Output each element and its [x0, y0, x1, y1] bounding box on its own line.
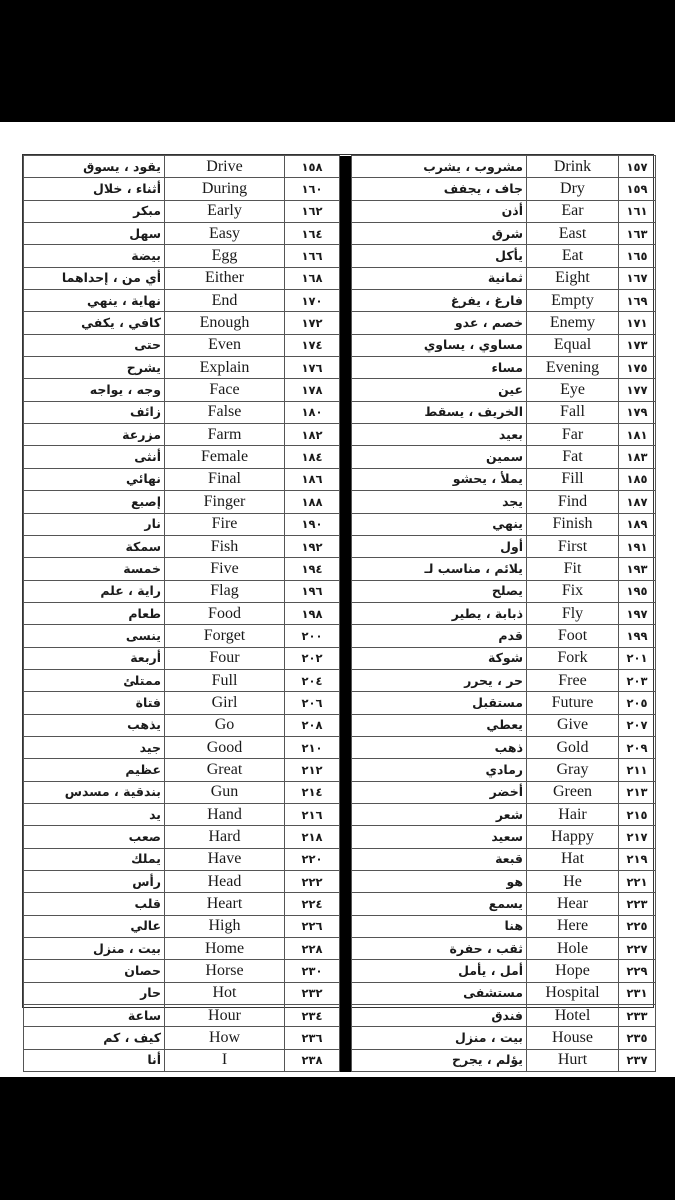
english-word-left: Even — [165, 334, 285, 356]
arabic-meaning-left: بيضة — [24, 245, 165, 267]
arabic-meaning-right: خصم ، عدو — [352, 312, 527, 334]
english-word-left: Four — [165, 647, 285, 669]
arabic-meaning-right: هنا — [352, 915, 527, 937]
entry-number-left: ١٨٦ — [285, 468, 340, 490]
arabic-meaning-left: يد — [24, 803, 165, 825]
english-word-right: Hat — [527, 848, 619, 870]
entry-number-left: ١٩٦ — [285, 580, 340, 602]
entry-number-right: ٢٣٣ — [619, 1005, 656, 1027]
arabic-meaning-right: شرق — [352, 223, 527, 245]
english-word-left: Enough — [165, 312, 285, 334]
entry-number-left: ١٨٠ — [285, 401, 340, 423]
entry-number-right: ١٨٥ — [619, 468, 656, 490]
english-word-right: Free — [527, 669, 619, 691]
english-word-right: Gold — [527, 736, 619, 758]
arabic-meaning-left: رأس — [24, 871, 165, 893]
arabic-meaning-right: يأكل — [352, 245, 527, 267]
arabic-meaning-left: طعام — [24, 602, 165, 624]
arabic-meaning-right: يلائم ، مناسب لـ — [352, 558, 527, 580]
entry-number-left: ١٧٠ — [285, 290, 340, 312]
entry-number-right: ١٨١ — [619, 424, 656, 446]
entry-number-left: ١٩٢ — [285, 535, 340, 557]
english-word-right: Hair — [527, 803, 619, 825]
entry-number-left: ٢٣٢ — [285, 982, 340, 1004]
entry-number-left: ١٩٠ — [285, 513, 340, 535]
arabic-meaning-right: قدم — [352, 625, 527, 647]
english-word-right: Eight — [527, 267, 619, 289]
english-word-left: Drive — [165, 156, 285, 178]
english-word-left: Flag — [165, 580, 285, 602]
english-word-left: Either — [165, 267, 285, 289]
entry-number-right: ٢١٩ — [619, 848, 656, 870]
entry-number-right: ٢١١ — [619, 759, 656, 781]
entry-number-left: ١٦٨ — [285, 267, 340, 289]
english-word-left: Head — [165, 871, 285, 893]
arabic-meaning-right: رمادي — [352, 759, 527, 781]
english-word-right: Fly — [527, 602, 619, 624]
arabic-meaning-left: أي من ، إحداهما — [24, 267, 165, 289]
english-word-right: Hear — [527, 893, 619, 915]
english-word-left: Have — [165, 848, 285, 870]
entry-number-right: ٢٠٩ — [619, 736, 656, 758]
arabic-meaning-left: إصبع — [24, 491, 165, 513]
english-word-left: Hard — [165, 826, 285, 848]
entry-number-right: ٢٢٩ — [619, 960, 656, 982]
english-word-left: During — [165, 178, 285, 200]
english-word-right: Hospital — [527, 982, 619, 1004]
arabic-meaning-right: بيت ، منزل — [352, 1027, 527, 1049]
arabic-meaning-left: بيت ، منزل — [24, 938, 165, 960]
arabic-meaning-left: ممتلئ — [24, 669, 165, 691]
english-word-right: He — [527, 871, 619, 893]
english-word-left: Home — [165, 938, 285, 960]
column-divider — [340, 156, 352, 1072]
arabic-meaning-left: نار — [24, 513, 165, 535]
entry-number-left: ٢١٢ — [285, 759, 340, 781]
vocabulary-table — [23, 155, 656, 1072]
english-word-right: Find — [527, 491, 619, 513]
english-word-left: Fire — [165, 513, 285, 535]
arabic-meaning-left: ينسى — [24, 625, 165, 647]
arabic-meaning-left: صعب — [24, 826, 165, 848]
english-word-right: Eye — [527, 379, 619, 401]
entry-number-right: ١٩٥ — [619, 580, 656, 602]
arabic-meaning-left: عالي — [24, 915, 165, 937]
entry-number-right: ٢١٣ — [619, 781, 656, 803]
english-word-right: Hope — [527, 960, 619, 982]
entry-number-left: ٢٣٨ — [285, 1049, 340, 1071]
english-word-right: Fill — [527, 468, 619, 490]
arabic-meaning-left: حصان — [24, 960, 165, 982]
arabic-meaning-right: يجد — [352, 491, 527, 513]
english-word-right: Eat — [527, 245, 619, 267]
entry-number-left: ٢١٨ — [285, 826, 340, 848]
entry-number-left: ٢٠٠ — [285, 625, 340, 647]
entry-number-left: ١٨٤ — [285, 446, 340, 468]
english-word-left: Girl — [165, 692, 285, 714]
english-word-left: Go — [165, 714, 285, 736]
arabic-meaning-right: ينهي — [352, 513, 527, 535]
entry-number-left: ٢٠٤ — [285, 669, 340, 691]
arabic-meaning-right: ذبابة ، يطير — [352, 602, 527, 624]
english-word-right: Empty — [527, 290, 619, 312]
entry-number-right: ٢٠٣ — [619, 669, 656, 691]
arabic-meaning-right: فارغ ، يفرغ — [352, 290, 527, 312]
english-word-right: Hole — [527, 938, 619, 960]
english-word-left: Good — [165, 736, 285, 758]
english-word-left: Easy — [165, 223, 285, 245]
entry-number-left: ١٨٢ — [285, 424, 340, 446]
arabic-meaning-right: يصلح — [352, 580, 527, 602]
english-word-left: Food — [165, 602, 285, 624]
arabic-meaning-right: هو — [352, 871, 527, 893]
english-word-left: Finger — [165, 491, 285, 513]
english-word-right: Happy — [527, 826, 619, 848]
entry-number-left: ١٨٨ — [285, 491, 340, 513]
english-word-right: House — [527, 1027, 619, 1049]
entry-number-left: ١٦٤ — [285, 223, 340, 245]
arabic-meaning-left: راية ، علم — [24, 580, 165, 602]
entry-number-right: ١٧٣ — [619, 334, 656, 356]
entry-number-left: ١٧٤ — [285, 334, 340, 356]
english-word-right: Here — [527, 915, 619, 937]
arabic-meaning-right: يملأ ، يحشو — [352, 468, 527, 490]
entry-number-left: ٢٠٦ — [285, 692, 340, 714]
english-word-right: Ear — [527, 200, 619, 222]
english-word-right: Equal — [527, 334, 619, 356]
entry-number-left: ٢٢٦ — [285, 915, 340, 937]
entry-number-right: ١٩٩ — [619, 625, 656, 647]
english-word-right: Fix — [527, 580, 619, 602]
english-word-right: Far — [527, 424, 619, 446]
entry-number-right: ٢٢٣ — [619, 893, 656, 915]
arabic-meaning-right: بعيد — [352, 424, 527, 446]
entry-number-right: ١٨٣ — [619, 446, 656, 468]
english-word-right: Enemy — [527, 312, 619, 334]
arabic-meaning-right: مساوي ، يساوي — [352, 334, 527, 356]
english-word-left: Female — [165, 446, 285, 468]
arabic-meaning-left: يذهب — [24, 714, 165, 736]
english-word-right: Green — [527, 781, 619, 803]
english-word-right: Hotel — [527, 1005, 619, 1027]
arabic-meaning-right: أول — [352, 535, 527, 557]
entry-number-left: ٢٢٠ — [285, 848, 340, 870]
entry-number-left: ٢٢٨ — [285, 938, 340, 960]
english-word-right: Fork — [527, 647, 619, 669]
english-word-left: Heart — [165, 893, 285, 915]
arabic-meaning-left: خمسة — [24, 558, 165, 580]
arabic-meaning-left: زائف — [24, 401, 165, 423]
arabic-meaning-left: أثناء ، خلال — [24, 178, 165, 200]
entry-number-right: ١٩٧ — [619, 602, 656, 624]
entry-number-right: ١٦١ — [619, 200, 656, 222]
arabic-meaning-left: ساعة — [24, 1005, 165, 1027]
english-word-right: Finish — [527, 513, 619, 535]
arabic-meaning-left: حار — [24, 982, 165, 1004]
entry-number-left: ٢١٤ — [285, 781, 340, 803]
entry-number-right: ١٨٧ — [619, 491, 656, 513]
arabic-meaning-right: ثقب ، حفرة — [352, 938, 527, 960]
english-word-right: Foot — [527, 625, 619, 647]
english-word-left: Five — [165, 558, 285, 580]
entry-number-right: ١٦٣ — [619, 223, 656, 245]
entry-number-right: ٢٠٥ — [619, 692, 656, 714]
arabic-meaning-left: عظيم — [24, 759, 165, 781]
entry-number-right: ١٧٩ — [619, 401, 656, 423]
arabic-meaning-left: كافي ، يكفي — [24, 312, 165, 334]
english-word-left: Fish — [165, 535, 285, 557]
arabic-meaning-left: قلب — [24, 893, 165, 915]
english-word-left: Early — [165, 200, 285, 222]
entry-number-right: ١٧١ — [619, 312, 656, 334]
entry-number-right: ١٦٥ — [619, 245, 656, 267]
entry-number-right: ٢١٧ — [619, 826, 656, 848]
entry-number-left: ١٩٨ — [285, 602, 340, 624]
entry-number-right: ١٩٣ — [619, 558, 656, 580]
arabic-meaning-right: مستقبل — [352, 692, 527, 714]
english-word-left: Hour — [165, 1005, 285, 1027]
arabic-meaning-left: مبكر — [24, 200, 165, 222]
entry-number-right: ١٥٩ — [619, 178, 656, 200]
english-word-right: Fall — [527, 401, 619, 423]
english-word-left: Hot — [165, 982, 285, 1004]
arabic-meaning-right: شوكة — [352, 647, 527, 669]
entry-number-right: ١٥٧ — [619, 156, 656, 178]
entry-number-right: ١٧٥ — [619, 357, 656, 379]
vocabulary-table-frame — [22, 154, 654, 1069]
entry-number-left: ٢٠٢ — [285, 647, 340, 669]
entry-number-left: ١٦٦ — [285, 245, 340, 267]
entry-number-left: ٢٣٦ — [285, 1027, 340, 1049]
entry-number-right: ١٦٩ — [619, 290, 656, 312]
entry-number-right: ٢٢١ — [619, 871, 656, 893]
arabic-meaning-right: فندق — [352, 1005, 527, 1027]
arabic-meaning-left: حتى — [24, 334, 165, 356]
english-word-right: East — [527, 223, 619, 245]
entry-number-right: ٢٠١ — [619, 647, 656, 669]
english-word-left: Gun — [165, 781, 285, 803]
entry-number-left: ٢٠٨ — [285, 714, 340, 736]
arabic-meaning-right: الخريف ، يسقط — [352, 401, 527, 423]
english-word-left: Hand — [165, 803, 285, 825]
arabic-meaning-right: شعر — [352, 803, 527, 825]
english-word-left: I — [165, 1049, 285, 1071]
arabic-meaning-right: يؤلم ، يجرح — [352, 1049, 527, 1071]
english-word-right: Fat — [527, 446, 619, 468]
entry-number-right: ١٨٩ — [619, 513, 656, 535]
entry-number-right: ٢٢٧ — [619, 938, 656, 960]
arabic-meaning-left: فتاة — [24, 692, 165, 714]
arabic-meaning-right: مستشفى — [352, 982, 527, 1004]
entry-number-left: ٢٢٢ — [285, 871, 340, 893]
entry-number-left: ٢٣٠ — [285, 960, 340, 982]
arabic-meaning-right: أذن — [352, 200, 527, 222]
arabic-meaning-right: جاف ، يجفف — [352, 178, 527, 200]
entry-number-left: ١٦٢ — [285, 200, 340, 222]
entry-number-left: ١٧٢ — [285, 312, 340, 334]
arabic-meaning-left: وجه ، يواجه — [24, 379, 165, 401]
entry-number-right: ١٩١ — [619, 535, 656, 557]
arabic-meaning-left: نهائي — [24, 468, 165, 490]
arabic-meaning-right: قبعة — [352, 848, 527, 870]
entry-number-right: ٢٣٧ — [619, 1049, 656, 1071]
arabic-meaning-left: يقود ، يسوق — [24, 156, 165, 178]
arabic-meaning-left: بندقية ، مسدس — [24, 781, 165, 803]
entry-number-left: ٢١٠ — [285, 736, 340, 758]
entry-number-right: ٢٣١ — [619, 982, 656, 1004]
arabic-meaning-right: أخضر — [352, 781, 527, 803]
arabic-meaning-right: يعطي — [352, 714, 527, 736]
document-page — [0, 122, 675, 1077]
english-word-left: Forget — [165, 625, 285, 647]
english-word-right: Give — [527, 714, 619, 736]
arabic-meaning-left: نهاية ، ينهي — [24, 290, 165, 312]
arabic-meaning-left: يشرح — [24, 357, 165, 379]
english-word-left: Farm — [165, 424, 285, 446]
entry-number-left: ٢٢٤ — [285, 893, 340, 915]
arabic-meaning-right: عين — [352, 379, 527, 401]
english-word-left: Egg — [165, 245, 285, 267]
english-word-right: Future — [527, 692, 619, 714]
entry-number-left: ١٧٦ — [285, 357, 340, 379]
arabic-meaning-right: أمل ، يأمل — [352, 960, 527, 982]
english-word-left: How — [165, 1027, 285, 1049]
arabic-meaning-left: كيف ، كم — [24, 1027, 165, 1049]
entry-number-right: ٢١٥ — [619, 803, 656, 825]
arabic-meaning-left: مزرعة — [24, 424, 165, 446]
arabic-meaning-right: مشروب ، يشرب — [352, 156, 527, 178]
arabic-meaning-left: يملك — [24, 848, 165, 870]
arabic-meaning-right: ثمانية — [352, 267, 527, 289]
entry-number-right: ١٧٧ — [619, 379, 656, 401]
entry-number-right: ٢٢٥ — [619, 915, 656, 937]
english-word-left: Horse — [165, 960, 285, 982]
arabic-meaning-right: سعيد — [352, 826, 527, 848]
english-word-left: End — [165, 290, 285, 312]
entry-number-left: ١٦٠ — [285, 178, 340, 200]
entry-number-left: ١٥٨ — [285, 156, 340, 178]
english-word-left: Face — [165, 379, 285, 401]
table-row — [24, 156, 656, 178]
arabic-meaning-left: أنا — [24, 1049, 165, 1071]
english-word-right: Dry — [527, 178, 619, 200]
entry-number-left: ١٧٨ — [285, 379, 340, 401]
english-word-left: Great — [165, 759, 285, 781]
arabic-meaning-right: سمين — [352, 446, 527, 468]
entry-number-right: ١٦٧ — [619, 267, 656, 289]
arabic-meaning-left: سمكة — [24, 535, 165, 557]
entry-number-left: ٢٣٤ — [285, 1005, 340, 1027]
arabic-meaning-left: سهل — [24, 223, 165, 245]
arabic-meaning-right: حر ، يحرر — [352, 669, 527, 691]
english-word-left: False — [165, 401, 285, 423]
english-word-right: Fit — [527, 558, 619, 580]
english-word-left: Explain — [165, 357, 285, 379]
english-word-right: Hurt — [527, 1049, 619, 1071]
english-word-right: Gray — [527, 759, 619, 781]
entry-number-right: ٢٣٥ — [619, 1027, 656, 1049]
arabic-meaning-right: ذهب — [352, 736, 527, 758]
english-word-left: Full — [165, 669, 285, 691]
arabic-meaning-right: مساء — [352, 357, 527, 379]
arabic-meaning-left: أربعة — [24, 647, 165, 669]
entry-number-left: ١٩٤ — [285, 558, 340, 580]
english-word-left: High — [165, 915, 285, 937]
entry-number-right: ٢٠٧ — [619, 714, 656, 736]
english-word-right: First — [527, 535, 619, 557]
english-word-left: Final — [165, 468, 285, 490]
arabic-meaning-right: يسمع — [352, 893, 527, 915]
arabic-meaning-left: أنثى — [24, 446, 165, 468]
english-word-right: Drink — [527, 156, 619, 178]
arabic-meaning-left: جيد — [24, 736, 165, 758]
entry-number-left: ٢١٦ — [285, 803, 340, 825]
vocabulary-table-body — [24, 156, 656, 1072]
english-word-right: Evening — [527, 357, 619, 379]
